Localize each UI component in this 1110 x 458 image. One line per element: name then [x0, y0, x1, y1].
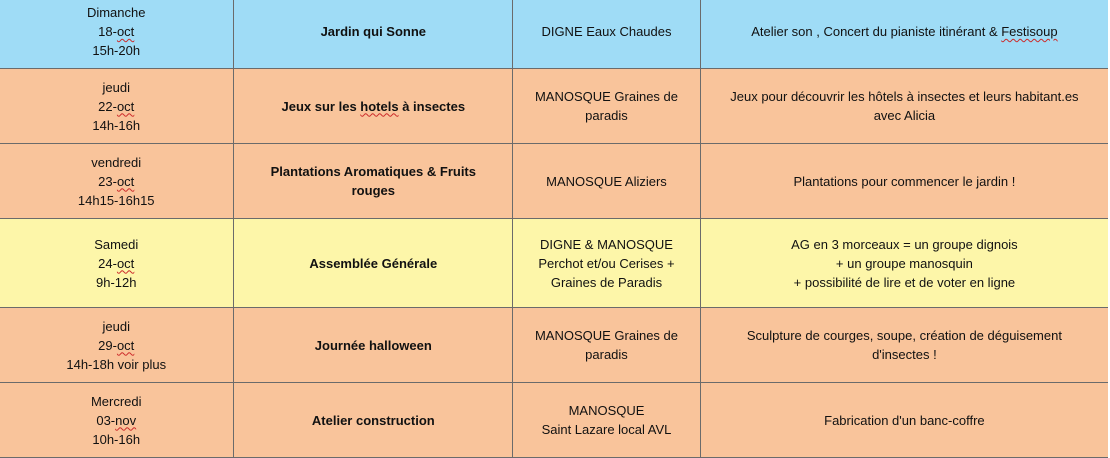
cell-line: jeudi	[102, 79, 130, 95]
date-cell	[0, 383, 234, 458]
event-title-cell	[234, 144, 513, 219]
event-title-cell	[234, 0, 513, 69]
description-cell	[700, 308, 1108, 383]
description-cell	[700, 0, 1108, 69]
cell-line: Journée halloween	[314, 337, 432, 353]
cell-line: MANOSQUE Graines de	[534, 89, 678, 104]
cell-line: + possibilité de lire et de voter en ligne	[793, 274, 1016, 290]
text-fragment: 29-	[98, 337, 117, 353]
table-row	[0, 383, 1108, 458]
cell-line: Perchot et/ou Cerises +	[538, 255, 675, 271]
event-title-cell	[234, 383, 513, 458]
description-cell	[700, 383, 1108, 458]
cell-line: d'insectes !	[872, 347, 937, 362]
table-row	[0, 219, 1108, 308]
event-title-cell	[234, 308, 513, 383]
cell-line: rouges	[351, 183, 395, 198]
cell-line: DIGNE & MANOSQUE	[540, 236, 673, 252]
cell-line: jeudi	[102, 318, 130, 334]
location-cell	[513, 144, 701, 219]
spellcheck-flagged-word: oct	[116, 337, 135, 353]
cell-line: Samedi	[94, 236, 139, 252]
date-cell	[0, 69, 234, 144]
cell-line: paradis	[585, 108, 628, 123]
cell-line: Fabrication d'un banc-coffre	[824, 412, 985, 428]
cell-line: 14h-16h	[92, 117, 141, 133]
cell-line	[5, 336, 227, 355]
cell-line: 15h-20h	[92, 43, 141, 58]
location-cell	[513, 69, 701, 144]
location-cell	[513, 219, 701, 308]
text-fragment: 23-	[98, 173, 117, 189]
cell-line: MANOSQUE	[568, 403, 645, 418]
text-fragment: Jeux sur les	[281, 98, 361, 114]
spellcheck-flagged-word: oct	[116, 98, 135, 114]
description-cell	[700, 219, 1108, 308]
location-cell	[513, 383, 701, 458]
cell-line	[5, 22, 227, 41]
table-row	[0, 0, 1108, 69]
cell-line: 14h-18h voir plus	[66, 356, 167, 372]
cell-line: Jeux pour découvrir les hôtels à insectes et leurs habitant.es	[730, 89, 1079, 104]
description-cell	[700, 144, 1108, 219]
date-cell	[0, 308, 234, 383]
date-cell	[0, 144, 234, 219]
cell-line: Saint Lazare local AVL	[541, 422, 672, 437]
text-fragment: 24-	[98, 255, 117, 271]
cell-line: avec Alicia	[873, 108, 936, 123]
cell-line: vendredi	[91, 154, 142, 170]
cell-line: MANOSQUE Aliziers	[546, 173, 667, 189]
location-cell	[513, 308, 701, 383]
cell-line	[707, 22, 1102, 41]
date-cell	[0, 0, 234, 69]
cell-line: Dimanche	[86, 5, 146, 20]
cell-line: Sculpture de courges, soupe, création de déguisement	[746, 328, 1062, 343]
cell-line: Jardin qui Sonne	[320, 24, 427, 39]
event-title-cell	[234, 219, 513, 308]
table-row	[0, 308, 1108, 383]
spellcheck-flagged-word: oct	[116, 255, 135, 271]
cell-line	[5, 97, 227, 116]
spellcheck-flagged-word: nov	[115, 412, 137, 428]
cell-line: MANOSQUE Graines de	[534, 328, 678, 343]
spellcheck-flagged-word: oct	[116, 173, 135, 189]
table-row	[0, 144, 1108, 219]
cell-line: Mercredi	[90, 393, 142, 409]
cell-line	[5, 172, 227, 191]
cell-line: DIGNE Eaux Chaudes	[541, 24, 672, 39]
cell-line: paradis	[585, 347, 628, 362]
cell-line: AG en 3 morceaux = un groupe dignois	[791, 236, 1018, 252]
text-fragment: 03-	[96, 412, 116, 428]
cell-line	[5, 254, 227, 273]
table-row	[0, 69, 1108, 144]
date-cell	[0, 219, 234, 308]
cell-line: Plantations pour commencer le jardin !	[793, 173, 1016, 189]
cell-line	[5, 411, 227, 430]
cell-line: 14h15-16h15	[77, 192, 155, 208]
event-title-cell	[234, 69, 513, 144]
cell-line: + un groupe manosquin	[835, 255, 973, 271]
text-fragment: Atelier son , Concert du pianiste itinérant &	[751, 24, 1002, 39]
cell-line: Graines de Paradis	[550, 274, 663, 290]
cell-line: 9h-12h	[95, 274, 137, 290]
cell-line: Atelier construction	[311, 412, 435, 428]
spellcheck-flagged-word: Festisoup	[1001, 24, 1058, 39]
text-fragment: à insectes	[398, 98, 466, 114]
location-cell	[513, 0, 701, 69]
description-cell	[700, 69, 1108, 144]
cell-line: 10h-16h	[92, 431, 141, 447]
cell-line: Plantations Aromatiques & Fruits	[270, 164, 476, 179]
cell-line: Assemblée Générale	[309, 255, 438, 271]
text-fragment: 18-	[98, 24, 117, 39]
spellcheck-flagged-word: hotels	[360, 98, 399, 114]
cell-line	[240, 97, 506, 116]
text-fragment: 22-	[98, 98, 117, 114]
spellcheck-flagged-word: oct	[116, 24, 135, 39]
